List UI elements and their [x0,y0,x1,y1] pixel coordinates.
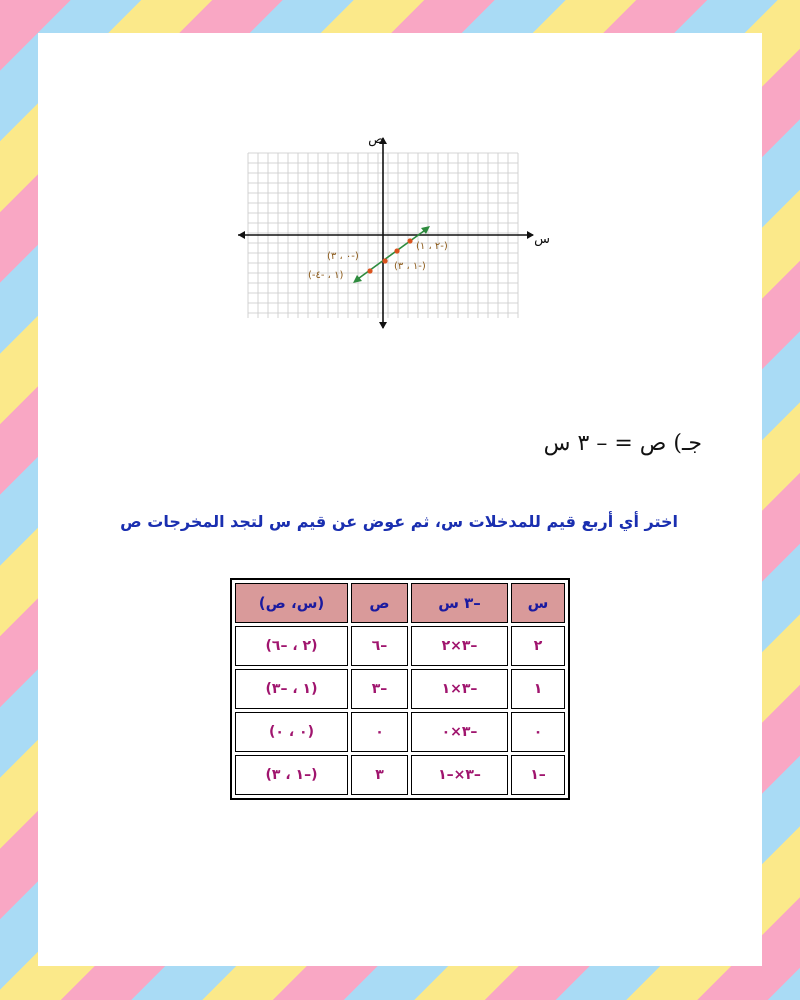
table-cell: –١ [511,755,565,795]
table-cell: (٠ ، ٠) [235,712,348,752]
table-cell: (١ ، –٣) [235,669,348,709]
table-header-row [235,583,565,623]
table-cell: ٢ [511,626,565,666]
table-cell: (٢ ، –٦) [235,626,348,666]
x-axis-arrow-left [238,231,245,239]
table-cell: –٣×٠ [411,712,508,752]
table-cell: (–١ ، ٣) [235,755,348,795]
table-cell: –٣×١ [411,669,508,709]
table-row [235,755,565,795]
point-marker [382,258,387,263]
point-label: (٢ ، ١-) [416,241,448,252]
x-axis-label: س [534,232,550,247]
point-label: (-١ ، -٤) [308,270,344,281]
table-header: (س، ص) [235,583,348,623]
equation-text: ص = – ٣ س [543,431,667,456]
table-cell: –٣ [351,669,408,709]
point-label: (١ ، ٣-) [394,261,426,272]
coordinate-graph [238,133,558,373]
table-cell: ٠ [351,712,408,752]
table-header: –٣ س [411,583,508,623]
table-cell: –٣×٢ [411,626,508,666]
table-cell: ٠ [511,712,565,752]
x-axis-arrow-right [527,231,534,239]
equation [544,431,702,456]
y-axis-arrow-down [379,322,387,329]
table-header: س [511,583,565,623]
instruction-text: اختر أي أربع قيم للمدخلات س، ثم عوض عن قيم س لتجد المخرجات ص [120,512,678,531]
point-label: (٠ ، ٣-) [327,251,359,262]
worksheet-page [38,33,762,966]
values-table [230,578,570,800]
table-cell: ٣ [351,755,408,795]
point-marker [367,268,372,273]
table-row [235,626,565,666]
table-row [235,669,565,709]
table-cell: –٣×–١ [411,755,508,795]
table-cell: –٦ [351,626,408,666]
point-marker [394,248,399,253]
equation-marker: جـ) [673,431,702,456]
table-cell: ١ [511,669,565,709]
point-marker [407,238,412,243]
y-axis-label: ص [368,133,384,147]
table-row [235,712,565,752]
table-header: ص [351,583,408,623]
